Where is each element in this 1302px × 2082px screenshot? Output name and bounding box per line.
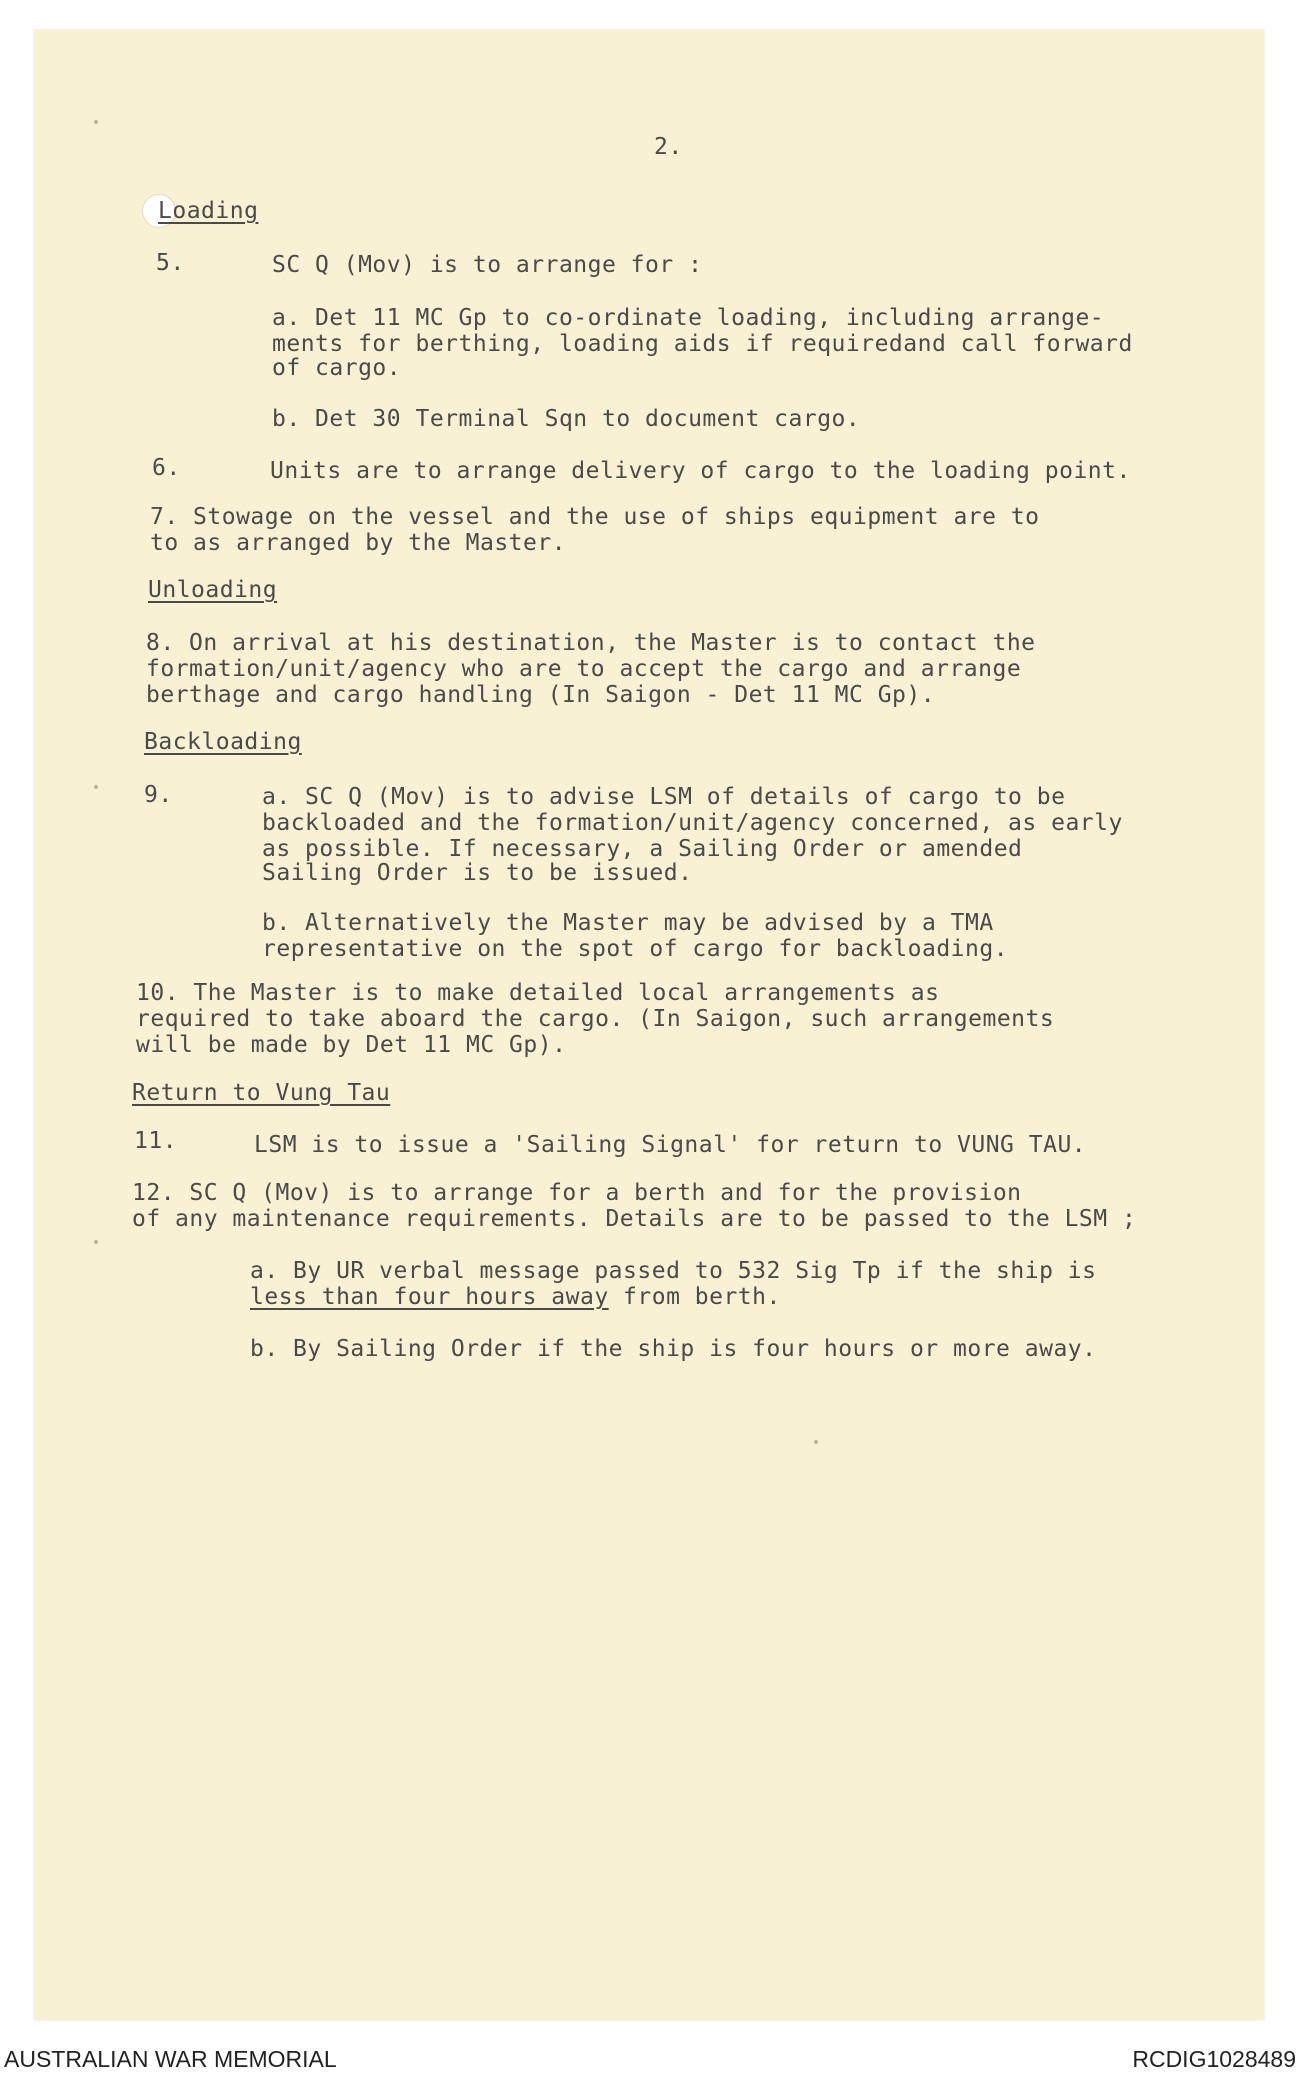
para-5-number: 5. bbox=[156, 250, 185, 276]
para-9b-line1: b. Alternatively the Master may be advised by a TMA bbox=[262, 910, 994, 936]
para-9a-line1: a. SC Q (Mov) is to advise LSM of details of cargo to be bbox=[262, 784, 1066, 810]
para-5-text: SC Q (Mov) is to arrange for : bbox=[272, 252, 703, 278]
footer-institution: AUSTRALIAN WAR MEMORIAL bbox=[4, 2046, 337, 2072]
para-8-line2: formation/unit/agency who are to accept the cargo and arrange bbox=[146, 656, 1022, 682]
paper-speck bbox=[94, 785, 98, 789]
para-5a-line3: of cargo. bbox=[272, 355, 402, 381]
para-6-text: Units are to arrange delivery of cargo to the loading point. bbox=[270, 458, 1131, 484]
para-12a-rest: from berth. bbox=[608, 1284, 781, 1310]
para-5a-line2: ments for berthing, loading aids if requiredand call forward bbox=[272, 331, 1133, 357]
para-12-line2: of any maintenance requirements. Details are to be passed to the LSM ; bbox=[132, 1206, 1137, 1232]
heading-return-to-vung-tau: Return to Vung Tau bbox=[132, 1080, 391, 1106]
para-12b: b. By Sailing Order if the ship is four hours or more away. bbox=[250, 1336, 1097, 1362]
para-9a-line3: as possible. If necessary, a Sailing Order or amended bbox=[262, 836, 1023, 862]
heading-loading: Loading bbox=[158, 198, 259, 224]
heading-unloading: Unloading bbox=[148, 577, 278, 603]
para-11-number: 11. bbox=[134, 1128, 178, 1154]
para-8-line3: berthage and cargo handling (In Saigon - Det 11 MC Gp). bbox=[146, 682, 936, 708]
footer-identifier: RCDIG1028489 bbox=[1132, 2046, 1296, 2072]
para-5b: b. Det 30 Terminal Sqn to document cargo. bbox=[272, 406, 861, 432]
para-12-line1: 12. SC Q (Mov) is to arrange for a berth and for the provision bbox=[132, 1180, 1022, 1206]
paper-speck bbox=[94, 120, 98, 124]
para-12a-line2 bbox=[250, 1284, 781, 1310]
para-11-text: LSM is to issue a 'Sailing Signal' for return to VUNG TAU. bbox=[254, 1132, 1087, 1158]
para-6-number: 6. bbox=[152, 455, 181, 481]
paper-speck bbox=[814, 1440, 818, 1444]
para-12a-line1: a. By UR verbal message passed to 532 Sig Tp if the ship is bbox=[250, 1258, 1097, 1284]
paper-speck bbox=[94, 1240, 98, 1244]
page-number: 2. bbox=[654, 134, 683, 160]
para-7-line2: to as arranged by the Master. bbox=[150, 530, 567, 556]
para-7-line1: 7. Stowage on the vessel and the use of ships equipment are to bbox=[150, 504, 1040, 530]
para-9-number: 9. bbox=[144, 782, 173, 808]
para-10-line2: required to take aboard the cargo. (In Saigon, such arrangements bbox=[136, 1006, 1055, 1032]
heading-backloading: Backloading bbox=[144, 729, 302, 755]
para-9a-line4: Sailing Order is to be issued. bbox=[262, 860, 693, 886]
para-12a-underlined: less than four hours away bbox=[250, 1284, 609, 1310]
para-9b-line2: representative on the spot of cargo for backloading. bbox=[262, 936, 1009, 962]
para-5a-line1: a. Det 11 MC Gp to co-ordinate loading, including arrange- bbox=[272, 305, 1105, 331]
para-9a-line2: backloaded and the formation/unit/agency concerned, as early bbox=[262, 810, 1123, 836]
para-10-line1: 10. The Master is to make detailed local arrangements as bbox=[136, 980, 940, 1006]
para-10-line3: will be made by Det 11 MC Gp). bbox=[136, 1032, 567, 1058]
para-8-line1: 8. On arrival at his destination, the Master is to contact the bbox=[146, 630, 1036, 656]
